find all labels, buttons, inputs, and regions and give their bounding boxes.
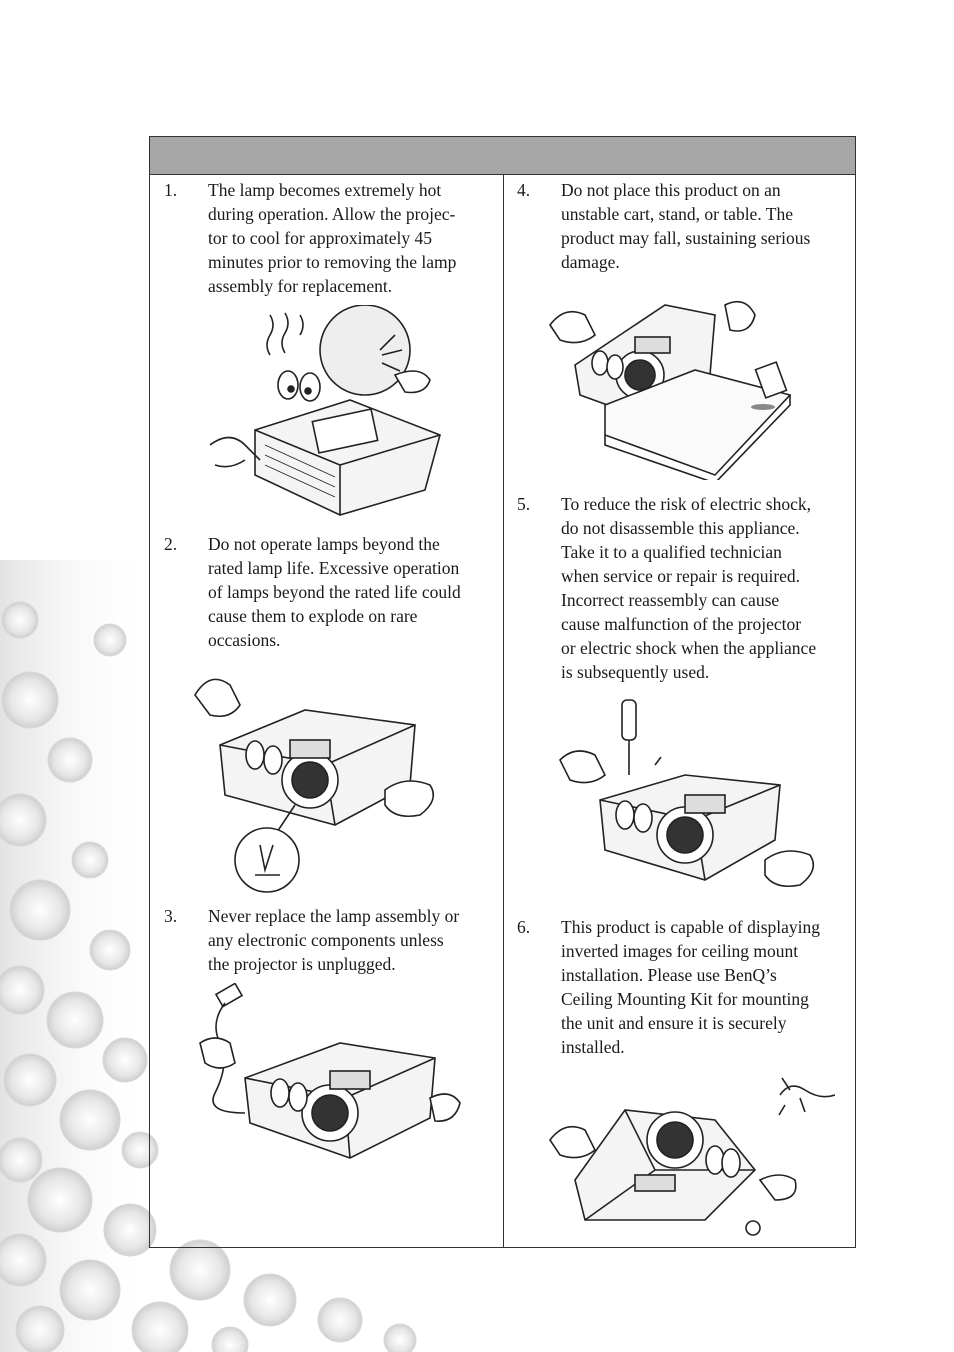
item-text: The lamp becomes extremely hot during operation. Allow the projec- tor to cool for approximately 45 minutes prior to removing the lamp assembly for replacement. [208, 180, 457, 296]
item-text: This product is capable of displaying inverted images for ceiling mount installation. Please use BenQ’s Ceiling Mounting Kit for mounting the unit and ensure it is securely installed. [561, 917, 821, 1057]
table-header [150, 137, 855, 175]
item-text: Do not operate lamps beyond the rated lamp life. Excessive operation of lamps beyond the rated life could cause them to explode on rare occasions. [208, 534, 461, 650]
falling-projector-illustration [545, 285, 820, 480]
item-number: 4. [517, 180, 531, 200]
item-number: 5. [517, 494, 531, 514]
ceiling-mount-projector-illustration [545, 1070, 835, 1240]
item-text: To reduce the risk of electric shock, do not disassemble this appliance. Take it to a qualified technician when service or repair is required. Incorrect reassembly can cause cause malfunction of the projector or electric shock when the appliance is subsequently used. [561, 494, 817, 682]
exploding-lamp-projector-illustration [185, 665, 455, 895]
item-number: 3. [164, 906, 178, 926]
column-divider [503, 174, 504, 1247]
unplugged-projector-illustration [190, 983, 465, 1168]
item-number: 6. [517, 917, 531, 937]
item-text: Never replace the lamp assembly or any electronic components unless the projector is unplugged. [208, 906, 460, 974]
screwdriver-projector-illustration [555, 690, 825, 900]
item-text: Do not place this product on an unstable cart, stand, or table. The product may fall, sustaining serious damage. [561, 180, 811, 272]
hot-lamp-projector-illustration [200, 305, 450, 525]
item-number: 1. [164, 180, 178, 200]
item-number: 2. [164, 534, 178, 554]
